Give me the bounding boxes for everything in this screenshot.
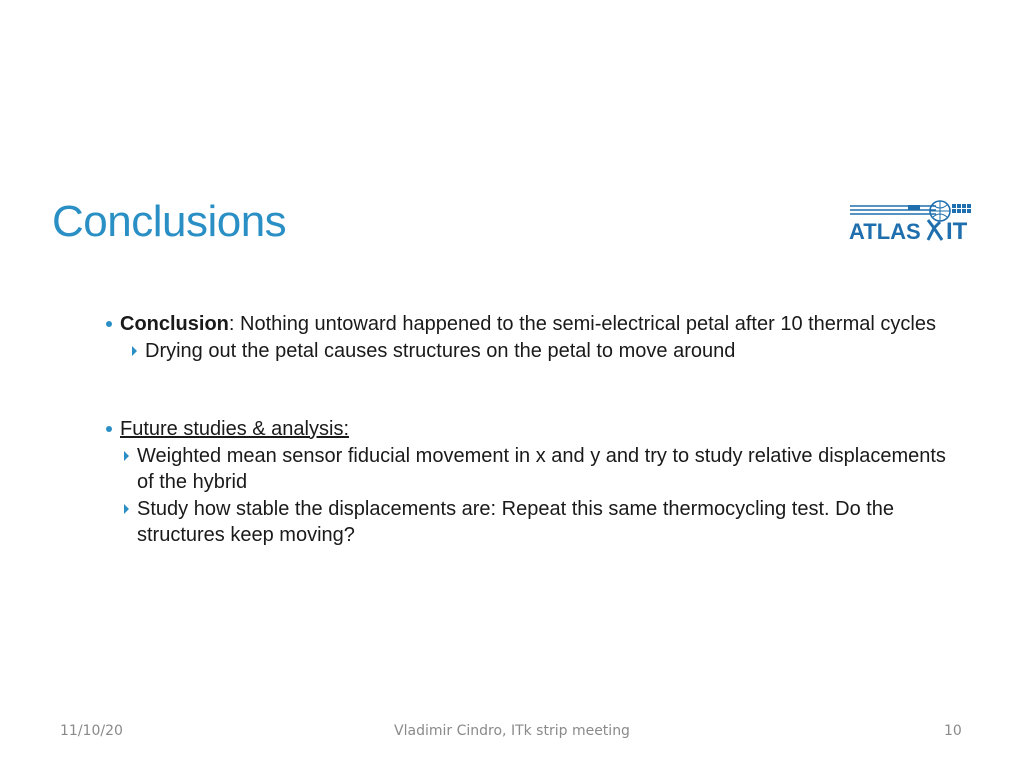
blue-dot-icon — [106, 426, 112, 432]
footer-date: 11/10/20 — [60, 723, 123, 739]
footer-presenter: Vladimir Cindro, ITk strip meeting — [394, 723, 630, 739]
sub-bullet — [124, 443, 974, 496]
logo-text: ATLAS — [849, 219, 921, 244]
bullet-future-studies — [104, 416, 974, 443]
bullet-conclusion — [104, 311, 974, 338]
blue-dot-icon — [106, 321, 112, 327]
bullet-label: Conclusion — [120, 313, 229, 335]
sub-bullet-text: Weighted mean sensor fiducial movement in x and y and try to study relative displacements of the hybrid — [137, 444, 946, 493]
triangle-arrow-icon — [124, 504, 129, 514]
sub-bullet — [132, 338, 974, 365]
bullet-label: Future studies & analysis: — [120, 417, 349, 440]
logo-suffix: IT — [946, 218, 968, 244]
atlas-itk-logo — [848, 196, 978, 244]
sub-bullet — [124, 496, 974, 549]
sub-bullet-text: Drying out the petal causes structures on the petal to move around — [145, 340, 736, 362]
slide-title: Conclusions — [52, 197, 287, 246]
triangle-arrow-icon — [124, 451, 129, 461]
page-number: 10 — [944, 723, 962, 739]
slide-content — [104, 311, 974, 549]
bullet-text: : Nothing untoward happened to the semi-electrical petal after 10 thermal cycles — [228, 313, 936, 335]
sub-bullet-text: Study how stable the displacements are: Repeat this same thermocycling test. Do the structures keep moving? — [137, 497, 895, 546]
triangle-arrow-icon — [132, 346, 137, 356]
